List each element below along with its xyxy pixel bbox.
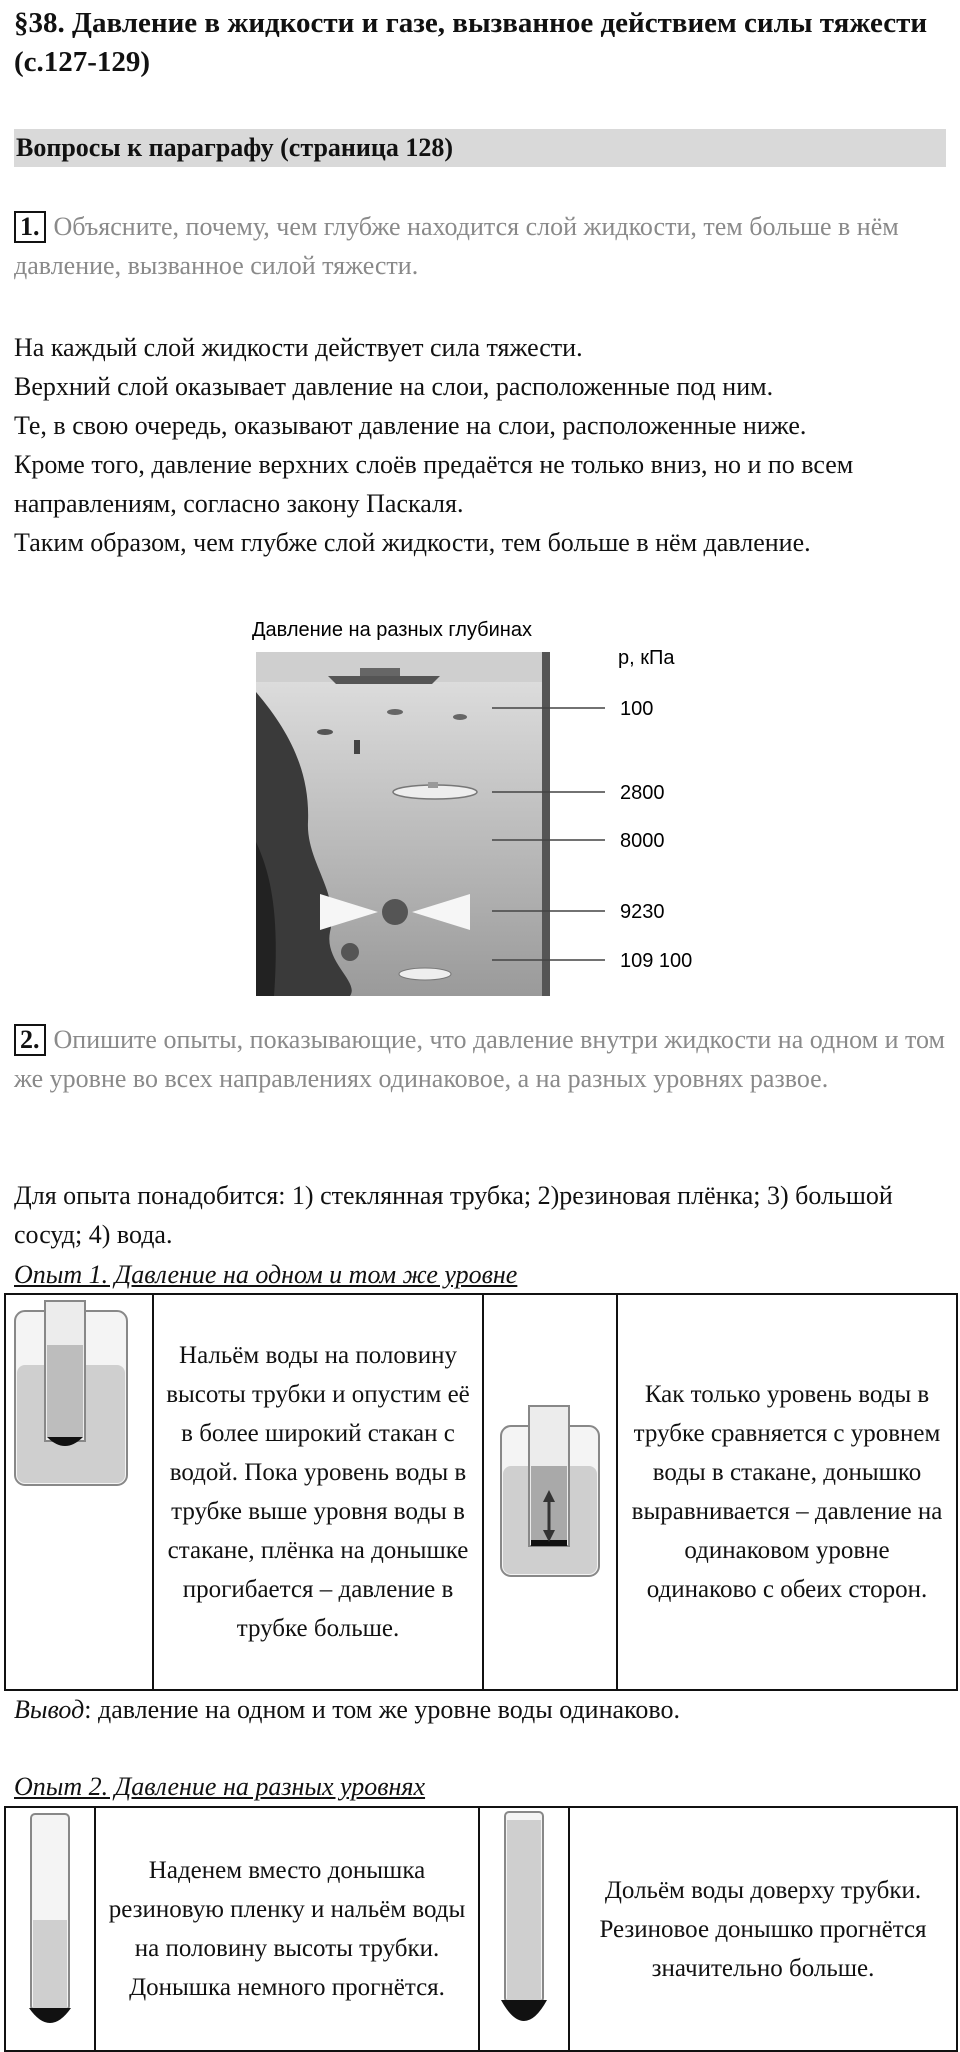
figure-title: Давление на разных глубинах — [252, 619, 532, 641]
experiment-1-caption: Опыт 1. Давление на одном и том же уровне — [14, 1260, 518, 1289]
tube-water — [47, 1345, 83, 1437]
question-number: 2. — [14, 1024, 46, 1056]
rubber-film — [501, 2000, 547, 2021]
fish-icon — [317, 729, 333, 735]
figure-unit: p, кПа — [618, 647, 675, 669]
pressure-value: 8000 — [620, 830, 665, 852]
tube-water — [33, 1920, 67, 2008]
answer-line: Таким образом, чем глубже слой жидкости, тем больше в нём давление. — [14, 528, 811, 557]
experiment-1-table — [4, 1293, 958, 1691]
answer-line: Те, в свою очередь, оказывают давление на слои, расположенные ниже. — [14, 411, 807, 440]
experiment-2-text-a: Наденем вместо донышка резиновую пленку и нальём воды на половину высоты трубки. Донышка немного прогнётся. — [95, 1807, 479, 2051]
ship-cabin — [360, 668, 400, 676]
section-subheading: Вопросы к параграфу (страница 128) — [14, 129, 946, 167]
beaker-tube-icon — [7, 1295, 151, 1495]
experiment-2-table — [4, 1806, 958, 2052]
beaker-tube-icon — [485, 1386, 615, 1586]
pressure-depth-illustration — [250, 612, 720, 998]
tube-icon — [7, 1808, 93, 2038]
pressure-value: 9230 — [620, 901, 665, 923]
fish-icon — [387, 709, 403, 715]
depth-scale-bar — [542, 652, 550, 996]
experiment-intro: Для опыта понадобится: 1) стеклянная трубка; 2)резиновая плёнка; 3) большой сосуд; 4) вода. — [14, 1181, 893, 1249]
answer-line: Верхний слой оказывает давление на слои, расположенные под ним. — [14, 372, 774, 401]
experiment-1-conclusion — [14, 1693, 680, 1727]
creature-icon — [341, 943, 359, 961]
fish-icon — [453, 714, 467, 720]
conclusion-label: Вывод — [14, 1695, 85, 1724]
pressure-value: 100 — [620, 698, 654, 720]
experiment-1-image-a — [5, 1294, 153, 1690]
bathyscaphe-icon — [382, 899, 408, 925]
experiment-1-text-a: Нальём воды на половину высоты трубки и опустим её в более широкий стакан с водой. Пока уровень воды в трубке выше уровня воды в стакане, плёнка на донышке прогибается – давление в трубке больше. — [153, 1294, 483, 1690]
deep-vehicle-icon — [399, 968, 451, 980]
question-text: Опишите опыты, показывающие, что давление внутри жидкости на одном и том же уровне во всех направлениях одинаковое, а на разных уровнях развое. — [14, 1025, 946, 1093]
submarine-tower — [428, 782, 438, 788]
experiment-2-text-b: Дольём воды доверху трубки. Резиновое донышко прогнётся значительно больше. — [569, 1807, 957, 2051]
pressure-value: 109 100 — [620, 950, 693, 972]
answer-1 — [14, 328, 954, 562]
pressure-depth-figure — [250, 612, 720, 998]
page-title: §38. Давление в жидкости и газе, вызванное действием силы тяжести (с.127-129) — [14, 7, 928, 78]
answer-line: Кроме того, давление верхних слоёв предаётся не только вниз, но и по всем направлениям, согласно закону Паскаля. — [14, 450, 854, 518]
question-2 — [14, 1020, 954, 1098]
question-text: Объясните, почему, чем глубже находится слой жидкости, тем больше в нём давление, вызванное силой тяжести. — [14, 212, 899, 280]
pressure-value: 2800 — [620, 782, 665, 804]
ship-icon — [328, 676, 440, 684]
question-1 — [14, 207, 954, 285]
experiment-2-image-a — [5, 1807, 95, 2051]
conclusion-text: : давление на одном и том же уровне воды одинаково. — [84, 1695, 680, 1724]
experiment-2-caption: Опыт 2. Давление на разных уровнях — [14, 1772, 426, 1801]
tube-water — [507, 1820, 541, 2000]
tube-icon — [481, 1808, 567, 2038]
answer-line: На каждый слой жидкости действует сила тяжести. — [14, 333, 583, 362]
question-number: 1. — [14, 211, 46, 243]
rubber-film — [29, 2008, 71, 2023]
diver-icon — [354, 740, 360, 754]
experiment-1-image-b — [483, 1294, 617, 1690]
experiment-2-image-b — [479, 1807, 569, 2051]
experiment-1-text-b: Как только уровень воды в трубке сравняется с уровнем воды в стакане, донышко выравнивается – давление на одинаковом уровне одинаково с обеих сторон. — [617, 1294, 957, 1690]
